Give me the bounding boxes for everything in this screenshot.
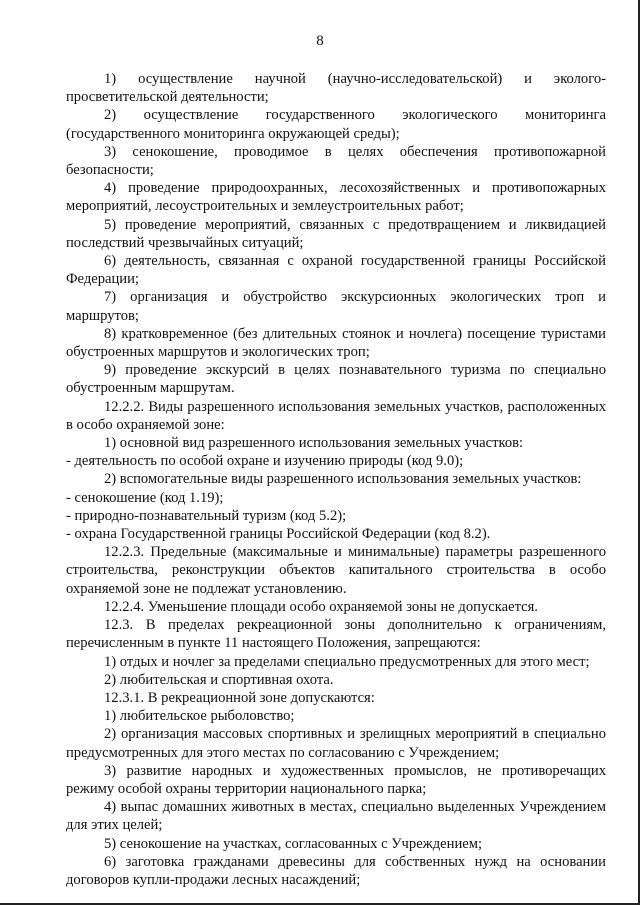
paragraph: 1) любительское рыболовство; bbox=[104, 708, 295, 725]
list-item: - природно-познавательный туризм (код 5.2); bbox=[66, 507, 347, 524]
paragraph: 7) организация и обустройство экскурсионных экологических троп и маршрутов; bbox=[66, 289, 606, 324]
list-item: - деятельность по особой охране и изучению природы (код 9.0); bbox=[66, 453, 464, 470]
paragraph: 2) осуществление государственного экологического мониторинга (государственного мониторинга окружающей среды); bbox=[66, 107, 606, 142]
list-item: - охрана Государственной границы Российской Федерации (код 8.2). bbox=[66, 526, 491, 543]
paragraph: 4) проведение природоохранных, лесохозяйственных и противопожарных мероприятий, лесоустроительных и землеустроительных работ; bbox=[66, 180, 606, 215]
paragraph: 5) проведение мероприятий, связанных с предотвращением и ликвидацией последствий чрезвычайных ситуаций; bbox=[66, 216, 606, 251]
paragraph: 2) вспомогательные виды разрешенного использования земельных участков: bbox=[104, 471, 582, 488]
page-number: 8 bbox=[316, 33, 324, 49]
paragraph: 1) осуществление научной (научно-исследовательской) и эколого-просветительской деятельности; bbox=[66, 71, 606, 106]
paragraph: 1) отдых и ночлег за пределами специально предусмотренных для этого мест; bbox=[104, 653, 590, 670]
paragraph: 3) развитие народных и художественных промыслов, не противоречащих режиму особой охраны территории национального парка; bbox=[66, 762, 606, 797]
paragraph: 9) проведение экскурсий в целях познавательного туризма по специально обустроенным маршрутам. bbox=[66, 362, 606, 397]
paragraph: 12.2.4. Уменьшение площади особо охраняемой зоны не допускается. bbox=[104, 598, 538, 615]
paragraph: 4) выпас домашних животных в местах, специально выделенных Учреждением для этих целей; bbox=[66, 799, 606, 834]
paragraph: 2) любительская и спортивная охота. bbox=[104, 671, 334, 688]
paragraph: 2) организация массовых спортивных и зрелищных мероприятий в специально предусмотренных для этого местах по согласованию с Учреждением; bbox=[66, 726, 606, 761]
paragraph: 8) кратковременное (без длительных стоянок и ночлега) посещение туристами обустроенных маршрутов и экологических троп; bbox=[66, 325, 606, 361]
paragraph: 1) основной вид разрешенного использования земельных участков: bbox=[104, 435, 524, 452]
paragraph: 3) сенокошение, проводимое в целях обеспечения противопожарной безопасности; bbox=[66, 143, 606, 179]
paragraph: 5) сенокошение на участках, согласованных с Учреждением; bbox=[104, 835, 483, 852]
paragraph: 12.3. В пределах рекреационной зоны дополнительно к ограничениям, перечисленным в пункте 11 настоящего Положения, запрещаются: bbox=[66, 617, 606, 652]
paragraph: 6) заготовка гражданами древесины для собственных нужд на основании договоров купли-продажи лесных насаждений; bbox=[66, 853, 606, 888]
document-body bbox=[66, 70, 606, 889]
paragraph: 6) деятельность, связанная с охраной государственной границы Российской Федерации; bbox=[66, 253, 606, 288]
paragraph: 12.3.1. В рекреационной зоне допускаются: bbox=[104, 689, 375, 706]
paragraph: 12.2.2. Виды разрешенного использования земельных участков, расположенных в особо охраняемой зоне: bbox=[66, 398, 606, 433]
list-item: - сенокошение (код 1.19); bbox=[66, 489, 224, 506]
paragraph: 12.2.3. Предельные (максимальные и минимальные) параметры разрешенного строительства, реконструкции объектов капитального строительства в особо охраняемой зоне не подлежат установлению. bbox=[66, 544, 606, 597]
